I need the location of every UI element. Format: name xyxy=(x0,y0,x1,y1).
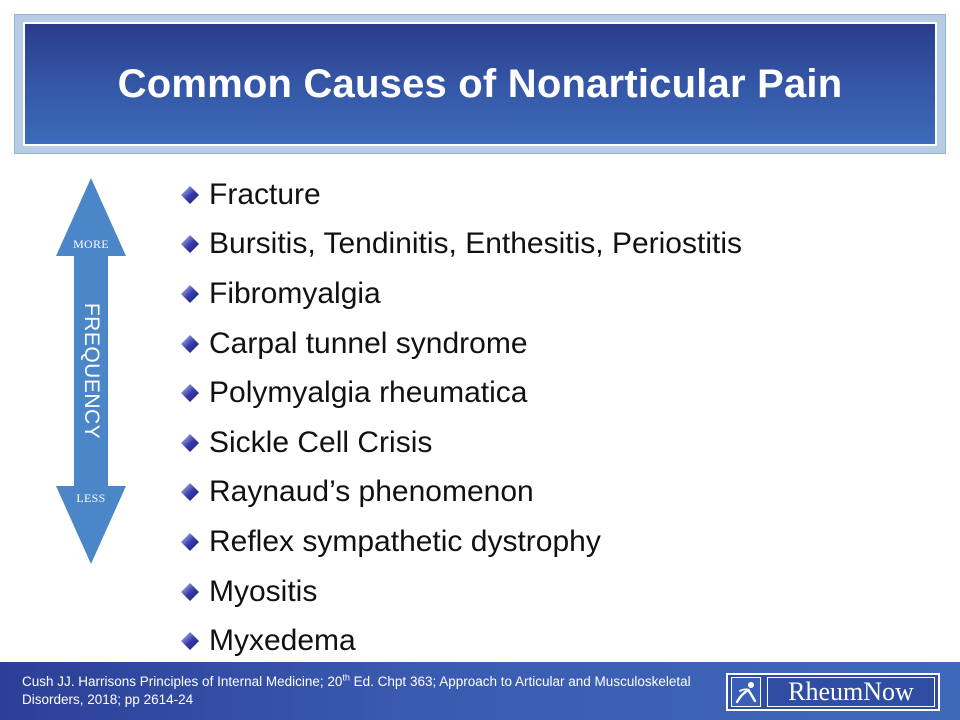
citation-text xyxy=(22,673,712,709)
diamond-bullet-icon xyxy=(180,383,200,403)
diamond-bullet-icon xyxy=(180,582,200,602)
slide-title: Common Causes of Nonarticular Pain xyxy=(117,61,843,106)
diamond-bullet-icon xyxy=(180,234,200,254)
cause-text: Myxedema xyxy=(209,624,356,658)
cause-item xyxy=(180,468,742,518)
diamond-bullet-icon xyxy=(180,532,200,552)
cause-text: Fracture xyxy=(209,177,321,211)
citation-part-2: Ed. Chpt 363; Approach to Articular and Musculoskeletal Disorders, 2018; pp 2614-24 xyxy=(22,674,691,707)
rheumnow-logo xyxy=(726,673,940,711)
citation-superscript: th xyxy=(342,672,350,683)
cause-item xyxy=(180,269,742,319)
cause-item xyxy=(180,220,742,270)
cause-text: Polymyalgia rheumatica xyxy=(209,376,528,410)
cause-text: Carpal tunnel syndrome xyxy=(209,326,528,360)
frequency-less-label: LESS xyxy=(76,491,106,505)
joint-figure-icon xyxy=(731,677,761,707)
diamond-bullet-icon xyxy=(180,433,200,453)
cause-text: Raynaud’s phenomenon xyxy=(209,475,534,509)
cause-item xyxy=(180,567,742,617)
title-banner-frame xyxy=(14,14,946,154)
cause-text: Myositis xyxy=(209,574,318,608)
causes-list xyxy=(180,170,742,666)
cause-item xyxy=(180,517,742,567)
diamond-bullet-icon xyxy=(180,185,200,205)
cause-item xyxy=(180,616,742,666)
title-banner xyxy=(23,22,937,146)
diamond-bullet-icon xyxy=(180,631,200,651)
cause-text: Reflex sympathetic dystrophy xyxy=(209,524,601,558)
cause-text: Sickle Cell Crisis xyxy=(209,425,433,459)
cause-text: Bursitis, Tendinitis, Enthesitis, Periostitis xyxy=(209,227,742,261)
cause-item xyxy=(180,319,742,369)
diamond-bullet-icon xyxy=(180,334,200,354)
logo-text: RheumNow xyxy=(767,677,935,707)
cause-item xyxy=(180,368,742,418)
citation-part-1: Cush JJ. Harrisons Principles of Internal Medicine; 20 xyxy=(22,674,343,689)
diamond-bullet-icon xyxy=(180,284,200,304)
frequency-more-label: MORE xyxy=(73,237,109,251)
cause-item xyxy=(180,418,742,468)
diamond-bullet-icon xyxy=(180,482,200,502)
cause-item xyxy=(180,170,742,220)
frequency-axis-label: FREQUENCY xyxy=(80,302,103,440)
cause-text: Fibromyalgia xyxy=(209,276,381,310)
